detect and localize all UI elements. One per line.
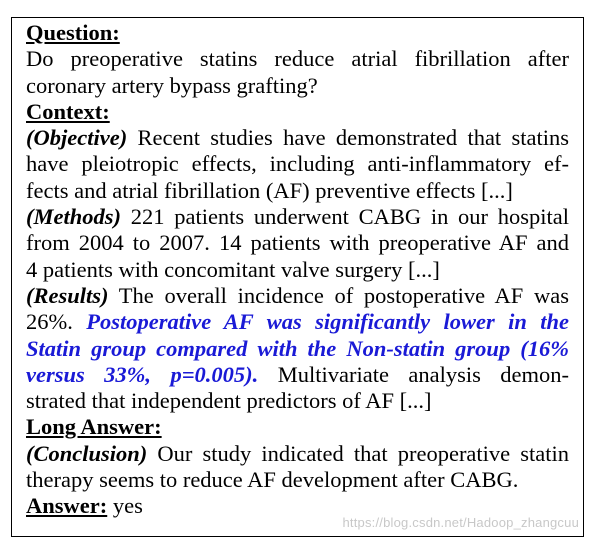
- methods-line-1: [26, 204, 569, 230]
- context-heading: Context:: [26, 98, 110, 124]
- context-heading-line: [26, 99, 569, 125]
- results-plain-26: 26%.: [26, 309, 73, 335]
- results-line-1: [26, 283, 569, 309]
- question-heading: Question:: [26, 20, 120, 45]
- conclusion-line-1: [26, 441, 569, 467]
- methods-tag: (Methods): [26, 204, 121, 230]
- results-line-4: [26, 362, 569, 388]
- question-text-line-2: coronary artery bypass grafting?: [26, 72, 318, 98]
- results-line-5: strated that independent predictors of AF [...]: [26, 388, 432, 414]
- results-highlight-3: versus 33%, p=0.005).: [26, 361, 259, 387]
- conclusion-text-1: Our study indicated that preoperative statin: [157, 440, 570, 466]
- results-text-1: The overall incidence of postoperative AF was: [118, 282, 569, 308]
- results-highlight-2: Statin group compared with the Non-statin group (16%: [26, 335, 569, 361]
- objective-tag: (Objective): [26, 125, 128, 151]
- methods-line-2: from 2004 to 2007. 14 patients with preoperative AF and: [26, 230, 569, 256]
- results-after-highlight: Multivariate analysis demon-: [277, 361, 570, 387]
- question-text-line-1: Do preoperative statins reduce atrial fibrillation after: [26, 46, 569, 72]
- results-line-3: [26, 336, 569, 362]
- methods-line-3: 4 patients with concomitant valve surgery [...]: [26, 256, 440, 282]
- results-tag: (Results): [26, 282, 109, 308]
- results-highlight-1: Postoperative AF was significantly lower in the: [86, 309, 570, 335]
- answer-value: yes: [112, 493, 143, 519]
- objective-text-1: Recent studies have demonstrated that statins: [137, 125, 570, 151]
- objective-line-2: have pleiotropic effects, including anti-inflammatory ef-: [26, 151, 569, 177]
- conclusion-tag: (Conclusion): [26, 440, 148, 466]
- long-answer-heading: Long Answer:: [26, 414, 162, 440]
- methods-text-1: 221 patients underwent CABG in our hospital: [130, 204, 570, 230]
- answer-heading: Answer:: [26, 493, 108, 519]
- long-answer-heading-line: [26, 414, 569, 440]
- conclusion-line-2: therapy seems to reduce AF development after CABG.: [26, 467, 519, 493]
- question-heading-line: [26, 20, 569, 46]
- objective-line-3: fects and atrial fibrillation (AF) preventive effects [...]: [26, 177, 513, 203]
- qa-example-box: [11, 17, 584, 537]
- watermark-url: https://blog.csdn.net/Hadoop_zhangcuu: [342, 515, 579, 530]
- results-line-2: [26, 309, 569, 335]
- objective-line-1: [26, 125, 569, 151]
